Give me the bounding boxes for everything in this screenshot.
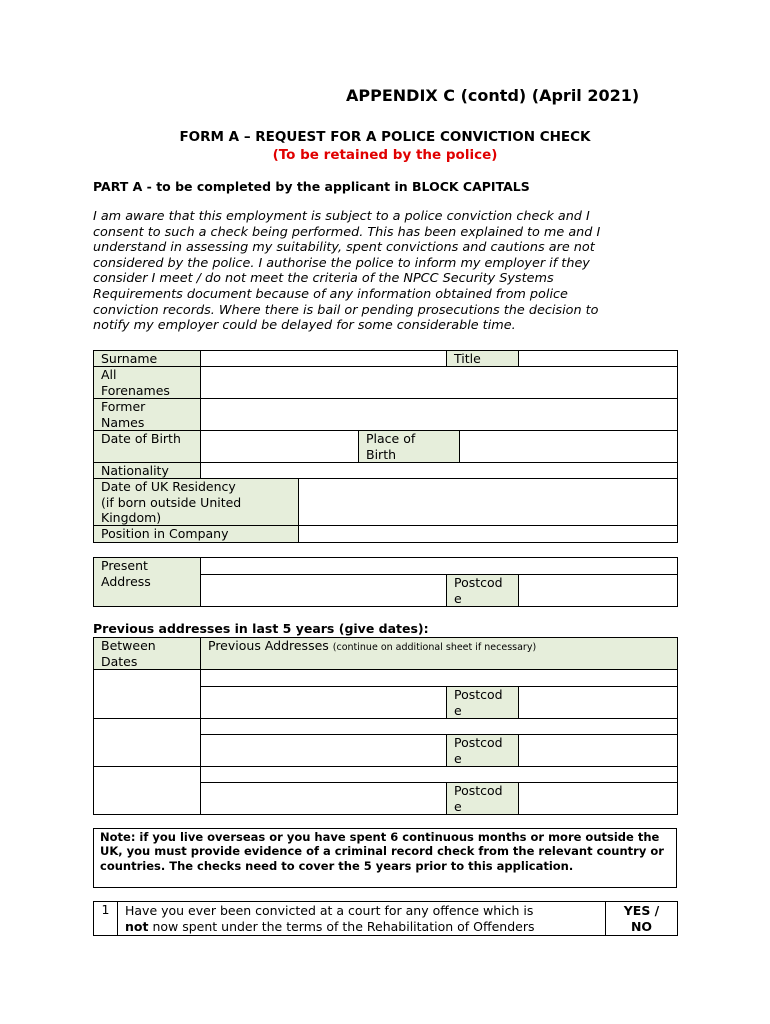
present-address-line1[interactable] [201,558,677,575]
present-postcode-field[interactable] [519,575,677,606]
retained-note: (To be retained by the police) [272,147,498,163]
forenames-field[interactable] [201,367,677,399]
previous-address-line-3b[interactable] [201,783,447,814]
nationality-field[interactable] [201,463,677,479]
present-address-line2[interactable] [201,575,447,606]
dob-label: Date of Birth [94,431,201,463]
question-text [118,902,606,935]
surname-field[interactable] [201,351,447,367]
appendix-title: APPENDIX C (contd) (April 2021) [346,86,640,105]
previous-address-line-1b[interactable] [201,687,447,719]
place-of-birth-label: Place of Birth [359,431,460,463]
between-dates-label: Between Dates [94,638,201,670]
previous-postcode-field-1[interactable] [519,687,677,719]
previous-addresses-label [201,638,677,670]
previous-addresses-heading: Previous addresses in last 5 years (give dates): [93,621,429,636]
personal-details-table [93,350,678,543]
between-dates-field-2[interactable] [94,719,201,767]
position-label: Position in Company [94,526,299,542]
present-address-label: Present Address [94,558,201,606]
between-dates-field-1[interactable] [94,670,201,719]
question-number: 1 [94,902,118,935]
declaration-paragraph: I am aware that this employment is subject to a police conviction check and I consent to such a check being performed. This has been explained to me and I understand in assessing my suitability, spent convictions and cautions are not considered by the police. I authorise the police to inform my employer if they consider I meet / do not meet the criteria of the NPCC Security Systems Requirements document because of any information obtained from police conviction records. Where there is bail or pending prosecutions the decision to notify my employer could be delayed for some considerable time. [93,209,601,334]
title-field[interactable] [519,351,677,367]
present-postcode-label: Postcod e [447,575,519,606]
forenames-label: All Forenames [94,367,201,399]
previous-address-line-1a[interactable] [201,670,677,687]
previous-postcode-label-1: Postcod e [447,687,519,719]
nationality-label: Nationality [94,463,201,479]
former-names-field[interactable] [201,399,677,431]
question-text-line1: Have you ever been convicted at a court for any offence which is [125,903,534,918]
form-title: FORM A – REQUEST FOR A POLICE CONVICTION CHECK [179,129,591,145]
dob-field[interactable] [201,431,359,463]
previous-postcode-field-2[interactable] [519,735,677,767]
question-table [93,901,678,936]
uk-residency-label: Date of UK Residency (if born outside United Kingdom) [94,479,299,526]
uk-residency-field[interactable] [299,479,677,526]
question-text-bold: not [125,918,149,934]
overseas-note: Note: if you live overseas or you have spent 6 continuous months or more outside the UK, you must provide evidence of a criminal record check from the relevant country or countries. The checks need to cover the 5 years prior to this application. [93,828,677,888]
previous-addresses-table [93,637,678,815]
previous-postcode-field-3[interactable] [519,783,677,814]
previous-address-line-2a[interactable] [201,719,677,735]
previous-address-line-3a[interactable] [201,767,677,783]
present-address-table [93,557,678,607]
former-names-label: Former Names [94,399,201,431]
place-of-birth-field[interactable] [460,431,677,463]
surname-label: Surname [94,351,201,367]
previous-address-line-2b[interactable] [201,735,447,767]
question-text-line2: now spent under the terms of the Rehabilitation of Offenders [148,918,535,934]
part-a-heading: PART A - to be completed by the applicant in BLOCK CAPITALS [93,179,530,194]
previous-postcode-label-3: Postcod e [447,783,519,814]
previous-addresses-title: Previous Addresses [208,638,329,653]
between-dates-field-3[interactable] [94,767,201,814]
title-label: Title [447,351,519,367]
yes-no-answer[interactable]: YES / NO [623,903,660,934]
previous-postcode-label-2: Postcod e [447,735,519,767]
position-field[interactable] [299,526,677,542]
continue-note: (continue on additional sheet if necessary) [332,642,537,653]
